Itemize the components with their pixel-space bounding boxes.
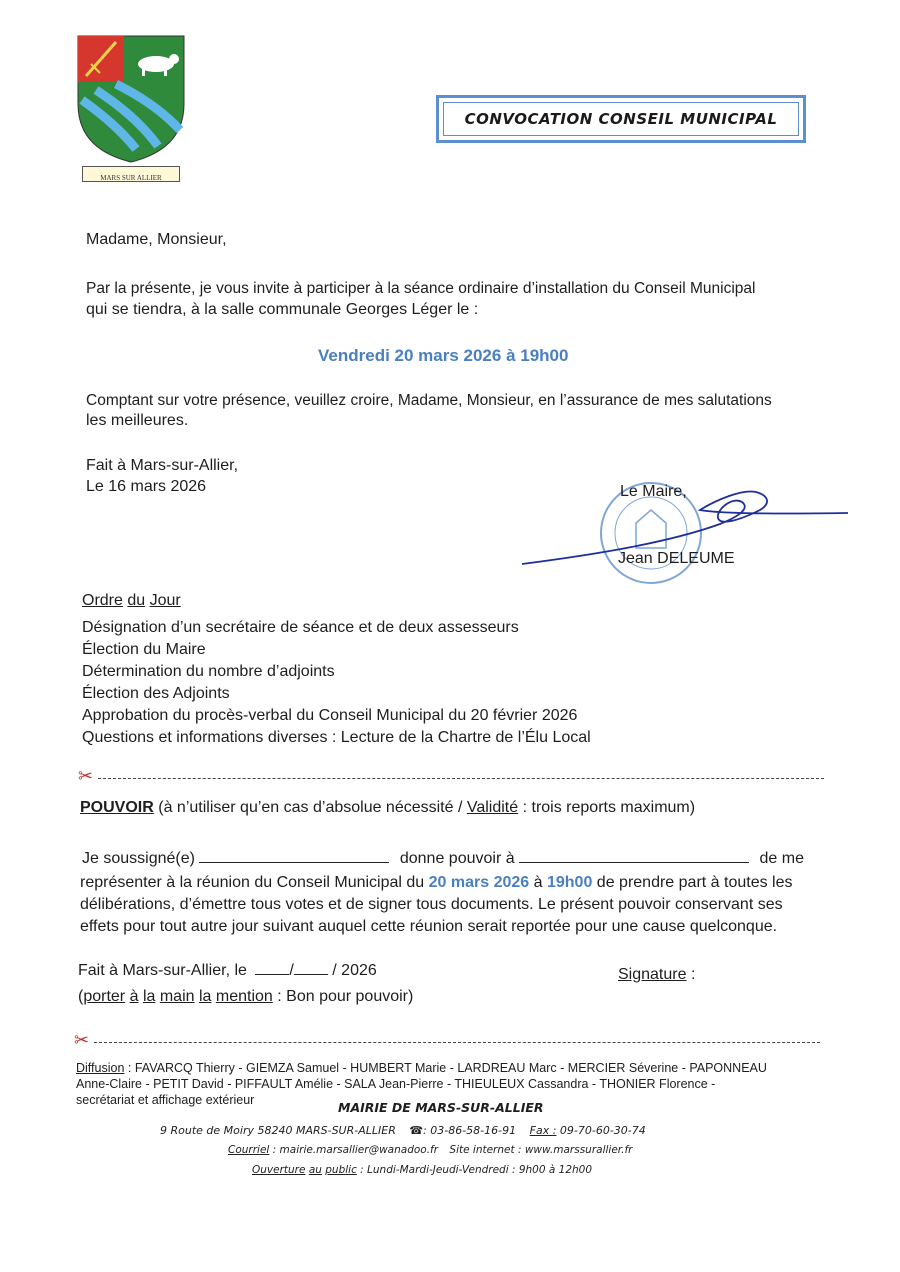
- grantor-name-field[interactable]: [199, 862, 389, 863]
- intro-line-1: Par la présente, je vous invite à participer à la séance ordinaire d’installation du Conseil Municipal: [86, 280, 756, 297]
- agenda-item: Désignation d’un secrétaire de séance et de deux assesseurs: [82, 619, 519, 636]
- letter-date: Le 16 mars 2026: [86, 478, 207, 495]
- proxy-date-line: Fait à Mars-sur-Allier, le / / 2026: [78, 962, 377, 979]
- scissors-icon: ✂: [74, 1030, 90, 1050]
- document-title-box: [436, 95, 806, 143]
- crest-motto: MARS SUR ALLIER: [100, 174, 162, 182]
- handwritten-signature: [520, 480, 850, 570]
- closing-line-2: les meilleures.: [86, 412, 189, 429]
- cut-line-bottom: [74, 1030, 820, 1050]
- hours-line: Ouverture au public : Lundi-Mardi-Jeudi-Vendredi : 9h00 à 12h00: [252, 1164, 593, 1176]
- coat-of-arms-icon: [76, 34, 186, 184]
- intro-line-2: qui se tiendra, à la salle communale Georges Léger le :: [86, 301, 479, 318]
- proxy-line-3: délibérations, d’émettre tous votes et de signer tous documents. Le présent pouvoir conservant ses: [80, 896, 783, 913]
- agenda-list: [82, 617, 591, 749]
- mayor-role: Le Maire,: [620, 483, 687, 500]
- salutation: Madame, Monsieur,: [86, 231, 227, 248]
- meeting-date: Vendredi 20 mars 2026 à 19h00: [318, 346, 569, 365]
- day-field[interactable]: [255, 974, 289, 975]
- address-line: 9 Route de Moiry 58240 MARS-SUR-ALLIER ☎: 03-86-58-16-91 Fax : 09-70-60-30-74: [160, 1124, 646, 1137]
- mention-instruction: (porter à la main la mention : Bon pour pouvoir): [78, 988, 414, 1005]
- scissors-icon: ✂: [78, 766, 94, 786]
- closing-line-1: Comptant sur votre présence, veuillez croire, Madame, Monsieur, en l’assurance de mes salutations: [86, 392, 772, 409]
- cut-line-top: [78, 766, 824, 786]
- signature-label: Signature :: [618, 966, 696, 983]
- agenda-item: Détermination du nombre d’adjoints: [82, 663, 335, 680]
- agenda-item: Élection du Maire: [82, 641, 206, 658]
- agenda-item: Élection des Adjoints: [82, 685, 230, 702]
- phone-icon: ☎: [409, 1124, 424, 1137]
- proxy-holder-name-field[interactable]: [519, 862, 749, 863]
- month-field[interactable]: [294, 974, 328, 975]
- org-name: MAIRIE DE MARS-SUR-ALLIER: [338, 1100, 544, 1115]
- coat-of-arms: [76, 34, 186, 184]
- agenda-item: Approbation du procès-verbal du Conseil Municipal du 20 février 2026: [82, 707, 578, 724]
- agenda-heading: Ordre du Jour: [82, 592, 181, 609]
- proxy-heading: POUVOIR (à n’utiliser qu’en cas d’absolue nécessité / Validité : trois reports maximum): [80, 799, 696, 816]
- crest-motto-banner: [82, 166, 180, 182]
- diffusion-list: Diffusion : FAVARCQ Thierry - GIEMZA Samuel - HUMBERT Marie - LARDREAU Marc - MERCIER Séverine - PAPONNEAU Anne-Claire - PETIT David - PIFFAULT Amélie - SALA Jean-Pierre - THIEULEUX Cassandra - THONIER Florence - secrétariat et affichage extérieur: [76, 1061, 767, 1107]
- contact-line: Courriel : mairie.marsallier@wanadoo.fr Site internet : www.marssurallier.fr: [228, 1144, 633, 1156]
- letter-place: Fait à Mars-sur-Allier,: [86, 457, 239, 474]
- proxy-line-4: effets pour tout autre jour suivant auquel cette réunion serait reportée pour une cause quelconque.: [80, 918, 778, 935]
- proxy-line-1: Je soussigné(e) donne pouvoir à de me: [82, 850, 804, 867]
- proxy-line-2: représenter à la réunion du Conseil Municipal du 20 mars 2026 à 19h00 de prendre part à toutes les: [80, 874, 793, 891]
- document-title: CONVOCATION CONSEIL MUNICIPAL: [464, 110, 778, 128]
- mayor-name: Jean DELEUME: [618, 550, 735, 567]
- agenda-item: Questions et informations diverses : Lecture de la Chartre de l’Élu Local: [82, 729, 591, 746]
